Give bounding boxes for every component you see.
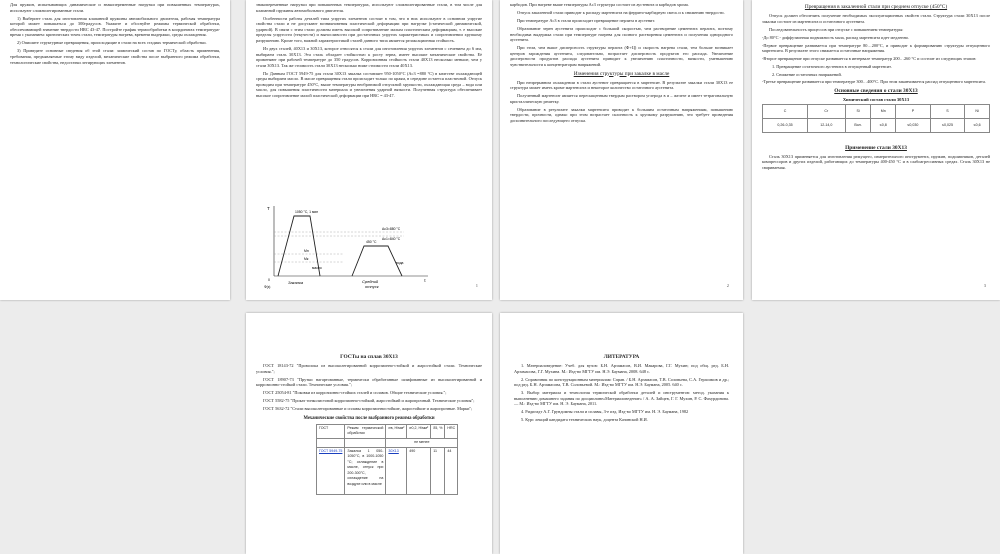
paragraph: Из двух сталей, 40Х13 и 30Х13, которое относятся к стали для изготовления упругих элементов с сечением до 6 мм, выбираем сталь 30Х13. Эта сталь обладает стойкостью к росту зерна, имеет высокие механические свойства. Её применяют при рабочей температуре до 350 градусов. Коррозионная стойкость стали 40Х13 несколько меньше, чем у стали 30Х13. Так же стоимость стали 30Х13 несколько ниже стоимости стали 40Х13. [256, 45, 482, 68]
table-cell: 44 [445, 447, 458, 494]
paragraph: -Первое превращение развивается при температуре 80…200°С, и приводит к формированию структуры отпущенного мартенсита. В результате этого снижается остаточные напряжения. [762, 42, 990, 54]
paragraph: При температуре Ac3 в стали происходит превращение перлита в аустенит. [517, 17, 655, 23]
table-cell: 490 [407, 447, 431, 494]
table-cell: σ0,2, Н/мм² [407, 424, 431, 438]
grade-link[interactable]: 30Х13 [386, 447, 407, 494]
section-heading: Изменения структуры при закалке в масле [573, 70, 670, 77]
table-cell: 12-14,0 [808, 118, 846, 132]
paragraph: карбидов. При нагреве выше температуры Ac3 структура состоит из аустенита и карбидов хрома. [510, 2, 689, 7]
list-item: 1. Превращение остаточного аустенита в отпущенный мартенсит. [772, 64, 892, 70]
table-cell: 0,26-0,35 [763, 118, 808, 132]
table-cell: Вол. [845, 118, 871, 132]
table-cell: δ5, % [431, 424, 445, 438]
paragraph: Полученный мартенсит является пересыщенным твердым раствором углерода в α – железе и имеет тетрагональную кристаллическую решетку. [510, 93, 733, 104]
paragraph: -Второе превращение при отпуске развивается в интервале температур 200…260 °С и состоит из следующих этапов: [762, 56, 977, 62]
paragraph: Отпуск закаленной стали приводит к распаду мартенсита на феррито-карбидную смесь и к снижению твердости. [517, 9, 725, 15]
paragraph: Образование зерен аустенита происходит с большой скоростью, чем растворение цементита перлита, поэтому необходима выдержка стали при температуре нагрева для полного растворения цементита и получения однородного аустенита. [510, 25, 733, 43]
chart-ms-label: Mн [304, 249, 309, 253]
chart-mk-label: Mк [304, 257, 309, 261]
table-cell: Mn [871, 104, 896, 118]
info-heading: Основные сведения о стали 30Х13 [834, 87, 918, 94]
list-item: ГОСТ 18907-73 "Прутки нагартованные, термически обработанные шлифованные из высоколегированной и коррозионно-стойкой стали. Технические условия."; [256, 376, 482, 388]
list-item: 5. Курс лекций кандидата технических наук, доцента Казинской Н.И. [521, 417, 648, 423]
chart-stage-temper: Средний [362, 279, 379, 284]
list-item: ГОСТ 5582-75 "Прокат тонколистовой коррозионно-стойкий, жаростойкий и жаропрочный. Технические условия"; [263, 398, 475, 404]
table-row [317, 438, 458, 447]
table-cell: ≤0,025 [930, 118, 965, 132]
table-cell [345, 438, 386, 447]
document-page-4 [752, 0, 1000, 300]
table-row [317, 447, 458, 494]
paragraph: При этом, чем выше дисперсность структуры перлита (Ф+Ц) и скорость нагрева стали, тем больше возникает центров зарождения аустенита, следовательно, возрастает дисперсность продуктов его распада. Увеличение дисперсности продуктов распада аустенита приводит к увеличению пластичности, вязкости, уменьшению чувствительности к концентраторам напряжений. [510, 45, 733, 67]
table-cell: Ni [965, 104, 990, 118]
list-item: 1. Материаловедение: Учеб. для вузов: Б.Н. Арзамасов, В.И. Макарова, Г.Г. Мухин; под общ. ред. Б.Н. Арзамасова, Г.Г. Мухина. М.: Изд-во МГТУ им. Н.Э. Баумана, 2008. 648 с. [514, 363, 729, 374]
chart-quench-label: 1050 °С, 1 мин [295, 210, 319, 214]
document-page-2 [246, 0, 492, 300]
table-heading: Механические свойства после выбранного режима обработки [303, 415, 435, 421]
table-cell: P [896, 104, 931, 118]
page-number: 1 [475, 283, 478, 288]
gost-link[interactable]: ГОСТ 5949-75 [317, 447, 345, 494]
chart-stage-temper-2: отпуск [365, 284, 379, 289]
section-heading: ГОСТы на сплав 30Х13 [340, 354, 398, 360]
apply-heading: Применение стали 30Х13 [845, 144, 907, 151]
page-number: 3 [983, 283, 986, 288]
table-cell: HRC [445, 424, 458, 438]
table-cell: ≤0,8 [871, 118, 896, 132]
page3-body [510, 2, 733, 126]
table-cell: не менее [386, 438, 458, 447]
paragraph: -Третье превращение развивается при температуре 300…400°С. При этом заканчивается распад отпущенного мартенсита. [762, 79, 986, 85]
table-cell: Cr [808, 104, 846, 118]
page1-body [10, 2, 220, 68]
paragraph: Особенности работы деталей типа упругих элементов состоят в том, что в них используют в основном упругие свойства стали и не допускают возникновения пластической деформации при нагрузке (статической динамической, ударной). В связи с этим стали должны иметь высокий сопротивление малым пластическим деформациям, т. е высокие пределы упругости (текучести) и выносливости при достаточных упругих характеристиках и сопротивлении хрупкому разрушению. Кроме того, важной характеристикой сталей данного типа является релаксационная стойкость. [256, 15, 482, 43]
list-item: ГОСТ 5632-72 "Стали высоколегированные и сплавы коррозионностойкие, жаростойкие и жаропрочные. Марки"; [263, 406, 473, 412]
table-cell: S [930, 104, 965, 118]
table-cell: Si [845, 104, 871, 118]
paragraph: 1) Выберите сталь для изготовления клапанной пружины автомобильного двигателя, рабочая температура которой может повышаться до 300градусов. Укажите и обоснуйте режимы термической обработки, обеспечивающей значение твердости HRC 43-47. Постройте график термообработки в координатах температура-время с указанием: критических точек стали, температуры нагрева, времени выдержки, среды охлаждения. [10, 15, 220, 38]
heat-treatment-chart [264, 202, 432, 290]
table-cell: C [763, 104, 808, 118]
list-item: 3. Выбор материала и технология термической обработки деталей и инструментов: метод. указания к выполнению домашнего задания по дисциплине«Материаловедение» / А. А. Зайцев, Г. Г. Мухин, Р. С. Фахурдинова. — М.: Изд-во МГТУ им. Н. Э. Баумана, 2011. [514, 390, 729, 407]
chart-ac3-label: Ac3=880 °С [382, 227, 401, 231]
paragraph: Сталь 30Х13 применяется для изготовления режущего, измерительного инструмента, пружин, подшипников, деталей компрессоров и других изделий, работающих до температуры 400-450 °С и в слабоагрессивных средах. Сталь 30Х13 не свариваемая. [762, 153, 990, 171]
paragraph: Для пружин, испытывающих динамические и знакопеременные нагрузки при повышенных температурах, используют сложнолегированные стали. [10, 2, 220, 13]
document-page-1 [0, 0, 230, 300]
section-heading: Превращения в закаленной стали при среднем отпуске (450°С) [804, 4, 948, 10]
chart-water-label: вода [396, 261, 404, 265]
table-cell: σв, Н/мм² [386, 424, 407, 438]
page-number: 2 [726, 283, 729, 288]
table-cell: Режим термической обработки [345, 424, 386, 438]
temper-curve [352, 246, 402, 276]
chart-origin: Ф(з) [264, 285, 271, 289]
table-cell: ≤0,030 [896, 118, 931, 132]
table-title: Химический состав стали 30Х13 [842, 96, 910, 102]
paragraph: Отпуск должен обеспечить получение необходимых эксплуатационных свойств стали. Структура стали 30Х13 после закалки состоит из мартенсита и остаточного аустенита. [762, 13, 990, 24]
properties-table [316, 424, 458, 495]
chart-zero: 0 [268, 278, 270, 282]
paragraph: По Данным ГОСТ 5949-75 для стали 30Х13 закалка составляет 950-1050°С (Ac3 =880 °С) в качестве охлаждающей среды выбираем масло. В масле превращения стали происходит только по краям, в середине остается пластичной. Отпуск проводим при температуре 450°С, выше температуры необратимой отпускной хрупкости, охлаждающая среда – вода или масло, для повышения пластичности материала и увеличения ударной вязкости. Полученная структура обеспечивает высокое сопротивление малой пластической деформации при HRC = 43-47. [256, 70, 482, 99]
chart-temper-label: 450 °С [366, 240, 377, 244]
chart-oil-label: масло [312, 266, 322, 270]
table-row [317, 424, 458, 438]
table-cell: 11 [431, 447, 445, 494]
document-page-5 [246, 313, 492, 554]
table-row [763, 118, 990, 132]
table-cell: Закалка 1 050-1050°С, в 1000-1050 °С; охлаждение в масле, отпуск при 200-300°С, охлаждение на воздухе или в масле [345, 447, 386, 494]
document-page-3 [500, 0, 743, 300]
list-item: ГОСТ 25054-81 "Поковки из коррозионно-стойких сталей и сплавов. Общие технические условия."; [263, 390, 447, 396]
document-page-6 [500, 313, 743, 554]
table-cell [317, 438, 345, 447]
list-item: 2. Справочник по конструкционным материалам: Справ. / Б.Н. Арзамасов, Т.В. Соловьева, С.А. Герасимов и др.; под ред. Б.Н. Арзамасова, Т.В. Соловьевой. М.: Изд-во МГТУ им. Н.Э. Баумана, 2005. 640 с. [514, 376, 729, 388]
page6-body [514, 351, 729, 425]
paragraph: 2) Опишите структурные превращения, происходящие в стали на всех стадиях термической обработки. [17, 40, 207, 46]
chart-x-label: τ [424, 278, 426, 283]
table-row [763, 104, 990, 118]
page2-body [256, 2, 482, 101]
paragraph: Образование в результате закалки мартенсита приводит к большим остаточным напряжениям, повышению твердости, прочности, однако при этом возрастает склонность к хрупкому разрушению, что требует проведения дополнительного последующего отпуска. [510, 106, 733, 123]
page4-body [762, 1, 990, 173]
chart-y-label: T [267, 206, 270, 211]
list-item: 4. Ридигадт А.Г. Грундомны стали и сплавы, 3-е изд. Изд-во МГТУ им. Н. Э. Баумана, 1982 [521, 409, 689, 415]
paragraph: При непрерывном охлаждении в стали аустенит превращается в мартенсит. В результате закалки стали 30Х13 ее структура может иметь кроме мартенсита и некоторое количество остаточного аустенита. [510, 79, 733, 91]
table-cell: ≤0,6 [965, 118, 990, 132]
paragraph: Последовательность процессов при отпуске с повышением температуры: [769, 26, 904, 32]
paragraph: -До 80°С - диффузионная подвижность мала, распад мартенсита идет медленно. [762, 34, 910, 40]
page5-body [256, 351, 482, 495]
chart-ac1-label: Ac1=840 °С [382, 237, 401, 241]
chart-stage-quench: Закалка [288, 280, 304, 285]
paragraph: знакопеременные нагрузки при повышенных температурах, используют сложнолегированные стали, в том числе для клапанной пружины автомобильного двигателя. [256, 2, 482, 13]
section-heading: ЛИТЕРАТУРА [603, 354, 640, 360]
list-item: 2. Снижение остаточных напряжений. [772, 71, 842, 77]
table-cell: ГОСТ [317, 424, 345, 438]
paragraph: 3) Приведите основные сведения об этой стали: химический состав по ГОСТу, область применения, требования, предъявляемые этому виду изделий, механические свойства после выбранного режима обработки, технологические свойства, недостатки легирующих элементов. [10, 48, 220, 65]
list-item: ГОСТ 18143-72 "Проволока из высоколегированной коррозионно-стойкой и жаростойкой стали. Технические условия."; [256, 363, 482, 374]
composition-table [762, 104, 990, 133]
